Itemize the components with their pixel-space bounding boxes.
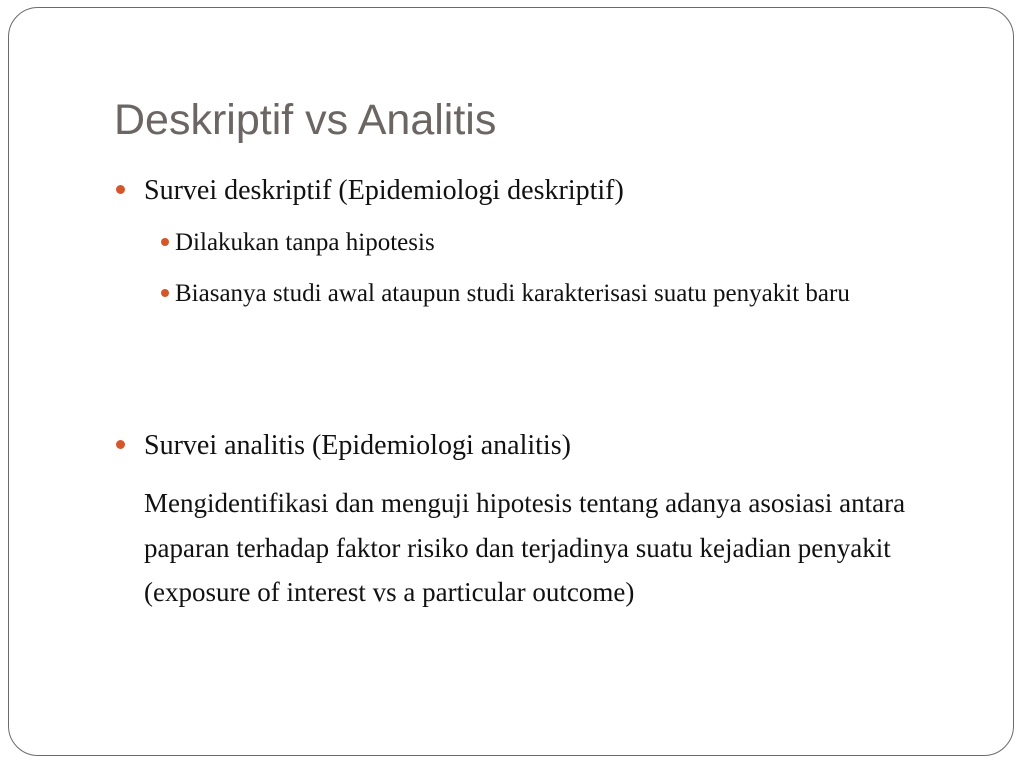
bullet-analytic-survey: Survei analitis (Epidemiologi analitis) [144, 430, 571, 461]
slide-title: Deskriptif vs Analitis [114, 96, 497, 144]
bullet-dot-icon [116, 440, 125, 449]
bullet-descriptive-survey: Survei deskriptif (Epidemiologi deskriptif) [144, 175, 624, 206]
bullet-dot-icon [161, 289, 169, 297]
bullet-dot-icon [161, 238, 169, 246]
bullet-dot-icon [116, 185, 125, 194]
analytic-survey-description: Mengidentifikasi dan menguji hipotesis tentang adanya asosiasi antara paparan terhadap faktor risiko dan terjadinya suatu kejadian penyakit (exposure of interest vs a particular outcome) [144, 488, 906, 607]
subbullet-initial-study: Biasanya studi awal ataupun studi karakterisasi suatu penyakit baru [175, 280, 850, 307]
subbullet-without-hypothesis: Dilakukan tanpa hipotesis [175, 229, 435, 256]
